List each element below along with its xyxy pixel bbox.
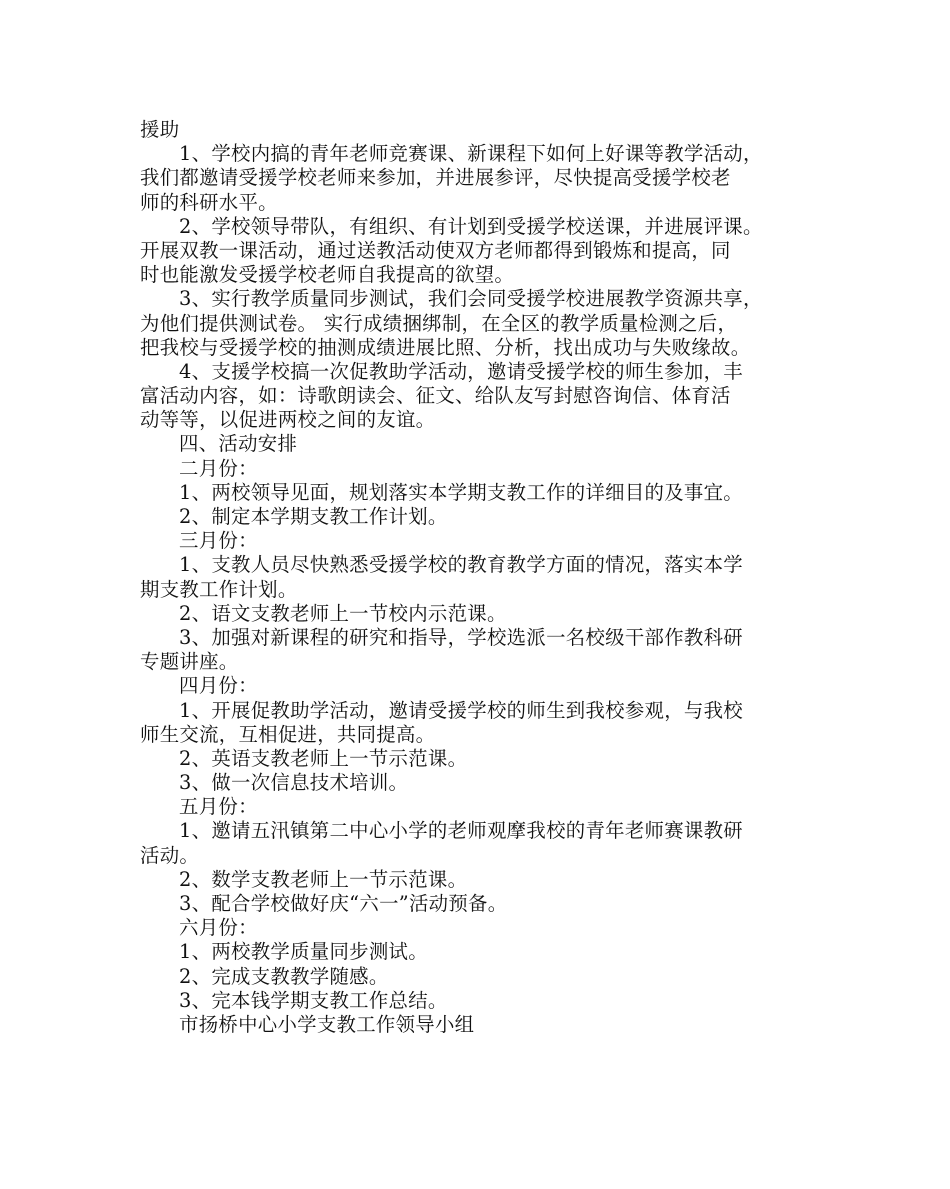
text-line: 富活动内容，如：诗歌朗读会、征文、给队友写封慰咨询信、体育活 [140,384,731,408]
text-line: 师生交流，互相促进，共同提高。 [140,722,436,746]
text-line: 1、支教人员尽快熟悉受援学校的教育教学方面的情况，落实本学 [179,553,743,577]
text-line: 2、语文支教老师上一节校内示范课。 [179,601,507,625]
text-line: 时也能激发受援学校老师自我提高的欲望。 [140,263,515,287]
text-line: 六月份： [179,916,258,940]
text-line: 2、数学支教老师上一节示范课。 [179,867,468,891]
text-line: 2、英语支教老师上一节示范课。 [179,746,468,770]
text-line: 1、学校内搞的青年老师竞赛课、新课程下如何上好课等教学活动， [179,142,763,166]
text-line: 三月份： [179,529,258,553]
text-line: 把我校与受援学校的抽测成绩进展比照、分析，找出成功与失败缘故。 [140,335,751,359]
text-line: 3、做一次信息技术培训。 [179,771,409,795]
text-line: 五月份： [179,795,258,819]
text-line: 市扬桥中心小学支教工作领导小组 [179,1012,475,1036]
text-line: 活动。 [140,843,200,867]
text-line: 开展双教一课活动，通过送教活动使双方老师都得到锻炼和提高，同 [140,238,731,262]
text-line: 4、支援学校搞一次促教助学活动，邀请受援学校的师生参加，丰 [179,359,743,383]
text-line: 3、加强对新课程的研究和指导，学校选派一名校级干部作教科研 [179,625,743,649]
text-line: 1、邀请五汛镇第二中心小学的老师观摩我校的青年老师赛课教研 [179,819,743,843]
text-line: 2、完成支教教学随感。 [179,964,389,988]
document-body [140,118,820,1037]
text-line: 师的科研水平。 [140,190,278,214]
text-line: 期支教工作计划。 [140,577,298,601]
text-line: 二月份： [179,456,258,480]
text-line: 3、配合学校做好庆“六一”活动预备。 [179,892,508,915]
text-line: 2、学校领导带队，有组织、有计划到受援学校送课，并进展评课。 [179,214,763,238]
text-line: 我们都邀请受援学校老师来参加，并进展参评，尽快提高受援学校老 [140,166,731,190]
text-line: 3、完本钱学期支教工作总结。 [179,988,448,1012]
text-line: 四、活动安排 [179,432,298,456]
text-line: 援助 [140,118,180,141]
text-line: 2、制定本学期支教工作计划。 [179,505,448,528]
text-line: 3、实行教学质量同步测试，我们会同受援学校进展教学资源共享， [179,287,763,311]
text-line: 专题讲座。 [140,650,239,674]
text-line: 四月份： [179,674,258,698]
text-line: 1、开展促教助学活动，邀请受援学校的师生到我校参观，与我校 [179,698,743,722]
text-line: 1、两校领导见面，规划落实本学期支教工作的详细目的及事宜。 [179,480,743,504]
text-line: 动等等，以促进两校之间的友谊。 [140,408,436,432]
text-line: 为他们提供测试卷。 实行成绩捆绑制，在全区的教学质量检测之后， [140,311,738,335]
text-line: 1、两校教学质量同步测试。 [179,940,428,964]
